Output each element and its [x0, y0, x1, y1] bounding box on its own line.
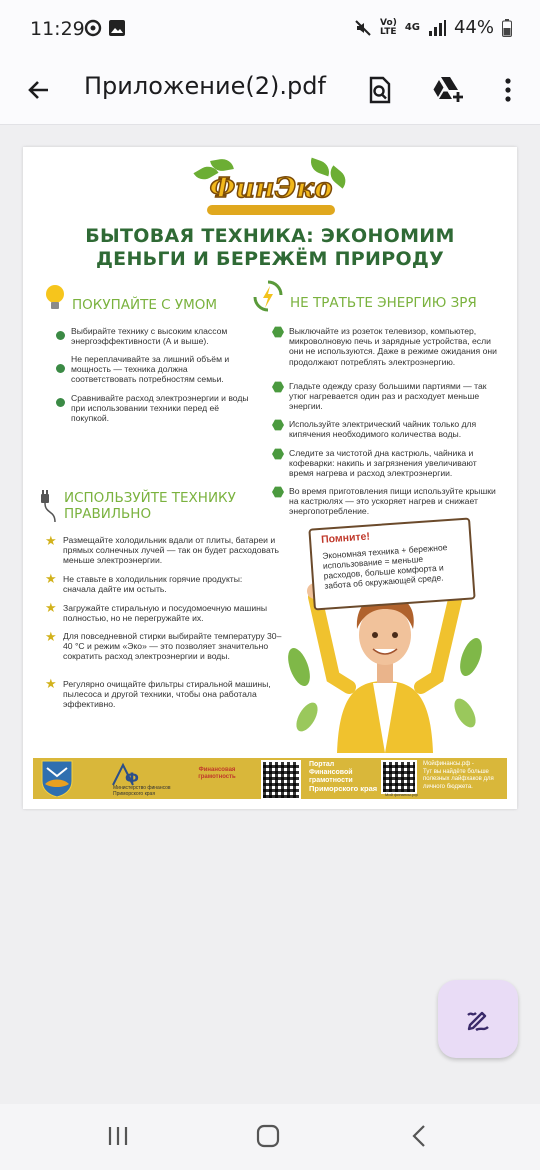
reminder-sign [308, 517, 475, 610]
use-item-4: Для повседневной стирки выбирайте температуру 30–40 °C и режим «Эко» — это позволяет значительно сократить расход электроэнергии и воды. [63, 631, 282, 662]
primorye-coat-of-arms-icon [41, 760, 73, 797]
section-title-energy: НЕ ТРАТЬТЕ ЭНЕРГИЮ ЗРЯ [290, 295, 477, 311]
svg-text:Ф: Ф [125, 771, 139, 787]
system-nav-bar [0, 1104, 540, 1170]
qr-label: Мой финансы.рф [385, 792, 418, 797]
back-button[interactable] [17, 68, 61, 112]
status-time: 11:29 [30, 18, 85, 40]
status-right [354, 17, 512, 38]
volte-icon: Vo) LTE [380, 17, 397, 37]
energy-item-5: Во время приготовления пищи используйте крышки на кастрюлях — это ускоряет нагрев и снижает энергопотребление. [289, 486, 496, 517]
back-nav-icon[interactable] [408, 1124, 432, 1148]
search-in-document-button[interactable] [358, 68, 402, 112]
energy-item-2: Гладьте одежду сразу большими партиями — так утюг нагревается один раз и расходует меньше энергии. [289, 381, 487, 412]
document-title: Приложение(2).pdf [84, 72, 326, 100]
buy-item-1: Выбирайте технику с высоким классом энергоэффективности (А и выше). [71, 326, 228, 347]
plug-icon [37, 490, 59, 526]
mute-icon [354, 19, 372, 37]
headline: БЫТОВАЯ ТЕХНИКА: ЭКОНОМИМ ДЕНЬГИ И БЕРЕЖЁМ ПРИРОДУ [85, 225, 455, 270]
financial-literacy-logo: Финансовая грамотность [198, 767, 236, 780]
home-icon[interactable] [256, 1124, 280, 1148]
use-item-2: Не ставьте в холодильник горячие продукты: сначала дайте им остыть. [63, 574, 243, 595]
more-options-button[interactable] [486, 68, 530, 112]
energy-item-4: Следите за чистотой дна кастрюль, чайника и кофеварки: накипь и загрязнения увеличивают время нагрева и расход электроэнергии. [289, 448, 477, 479]
portal-qr-code[interactable] [261, 760, 301, 800]
more-vert-icon [505, 78, 511, 102]
energy-recycle-icon [252, 278, 284, 316]
lightbulb-icon [43, 283, 67, 313]
buy-item-3: Сравнивайте расход электроэнергии и воды при использовании техники перед её покупкой. [71, 393, 249, 424]
energy-item-3: Используйте электрический чайник только для кипячения необходимого количества воды. [289, 419, 477, 440]
energy-item-1: Выключайте из розеток телевизор, компьютер, микроволновую печь и зарядные устройства, если они не используются. Даже в режиме ожидания они продолжают потреблять электроэнергию. [289, 326, 497, 367]
minfin-caption: Мойфинансы.рф - Тут вы найдёте больше полезных лайфхаков для личного бюджета. [423, 761, 494, 790]
ministry-caption: Министерство финансов Приморского края [113, 785, 171, 797]
chat-notification-icon [84, 19, 102, 37]
annotate-button[interactable] [438, 980, 518, 1058]
finеко-logo [191, 159, 351, 221]
recent-apps-icon[interactable] [106, 1124, 130, 1148]
edit-pen-icon [462, 1003, 494, 1035]
app-bar [0, 58, 540, 125]
buy-item-2: Не переплачивайте за лишний объём и мощность — техника должна соответствовать потребностям семьи. [71, 354, 230, 385]
logo-text: ФинЭко [209, 173, 333, 204]
search-in-document-icon [367, 76, 393, 104]
image-notification-icon [108, 19, 126, 37]
pdf-page[interactable]: ФинЭко БЫТОВАЯ ТЕХНИКА: ЭКОНОМИМ ДЕНЬГИ И БЕРЕЖЁМ ПРИРОДУ ПОКУПАЙТЕ С УМОМ Выбирайте технику с высоким классом энергоэффективности (А и выше). Не переплачивайте за лишний объём и мощность — техника должна соответствовать потребностям семьи. Сравнивайте расход электроэнергии и воды при использовании техники перед её покупкой. НЕ ТРАТЬТЕ ЭНЕРГИЮ ЗРЯ Выключайте из розеток телевизор, компьютер, микроволновую печь и зарядные устройства, если они не используются. Даже в режиме ожидания они продолжают потреблять электроэнергию. Гладьте одежду сразу большими партиями — так утюг нагревается один раз и расходует меньше энергии. Используйте электрический чайник только для кипячения необходимого количества воды. Следите за чистотой дна кастрюль, чайника и кофеварки: накипь и загрязнения увеличивают время нагрева и расход электроэнергии. Во время приготовления пищи используйте крышки на кастрюлях — это ускоряет нагрев и снижает энергопотребление. ИСПОЛЬЗУЙТЕ ТЕХНИКУ ПРАВИЛЬНО ★ Размещайте холодильник вдали от плиты, батареи и прямых солнечных лучей — так он будет расходовать меньше электроэнергии. ★ Не ставьте в холодильник горячие продукты: сначала дайте им остыть. ★ Загружайте стиральную и посудомоечную машины полностью, но не перегружайте их. ★ Для повседневной стирки выбирайте температуру 30–40 °C и режим «Эко» — это позволяет значительно сократить расход электроэнергии и воды. ★ Регулярно очищайте фильтры стиральной машины, пылесоса и другой техники, чтобы она работала эффективно. Помните! Экономная техника + бережное использование = меньше расходов, больше комфорта и забота об окружающей среде. Ф Министерство финансов Приморского края Финансовая грамотность Портал Финансовой грамотности Приморского края Мой финансы.рф Мойфинансы.рф - Тут вы найдёте больше полезных лайфхаков для личного бюджета. [23, 147, 517, 809]
use-item-5: Регулярно очищайте фильтры стиральной машины, пылесоса и другой техники, чтобы она работала эффективно. [63, 679, 271, 710]
signal-icon [428, 19, 446, 37]
use-item-1: Размещайте холодильник вдали от плиты, батареи и прямых солнечных лучей — так он будет расходовать меньше электроэнергии. [63, 535, 279, 566]
add-to-drive-button[interactable] [426, 68, 470, 112]
drive-add-icon [431, 75, 465, 105]
portal-caption: Портал Финансовой грамотности Приморского края [309, 761, 378, 793]
ministry-logo-icon [111, 761, 145, 787]
sign-title: Помните! [320, 530, 371, 546]
section-title-use: ИСПОЛЬЗУЙТЕ ТЕХНИКУ ПРАВИЛЬНО [64, 490, 236, 522]
sign-body: Экономная техника + бережное использование = меньше расходов, больше комфорта и забота об окружающей среде. [321, 542, 448, 591]
battery-icon [502, 19, 512, 37]
battery-percent: 44% [453, 17, 494, 38]
minfin-qr-code[interactable] [381, 760, 417, 794]
status-bar [0, 0, 540, 58]
network-type: 4G [404, 22, 420, 33]
sponsor-footer [33, 758, 507, 799]
section-title-buy: ПОКУПАЙТЕ С УМОМ [72, 297, 218, 313]
back-arrow-icon [26, 77, 52, 103]
use-item-3: Загружайте стиральную и посудомоечную машины полностью, но не перегружайте их. [63, 603, 268, 624]
